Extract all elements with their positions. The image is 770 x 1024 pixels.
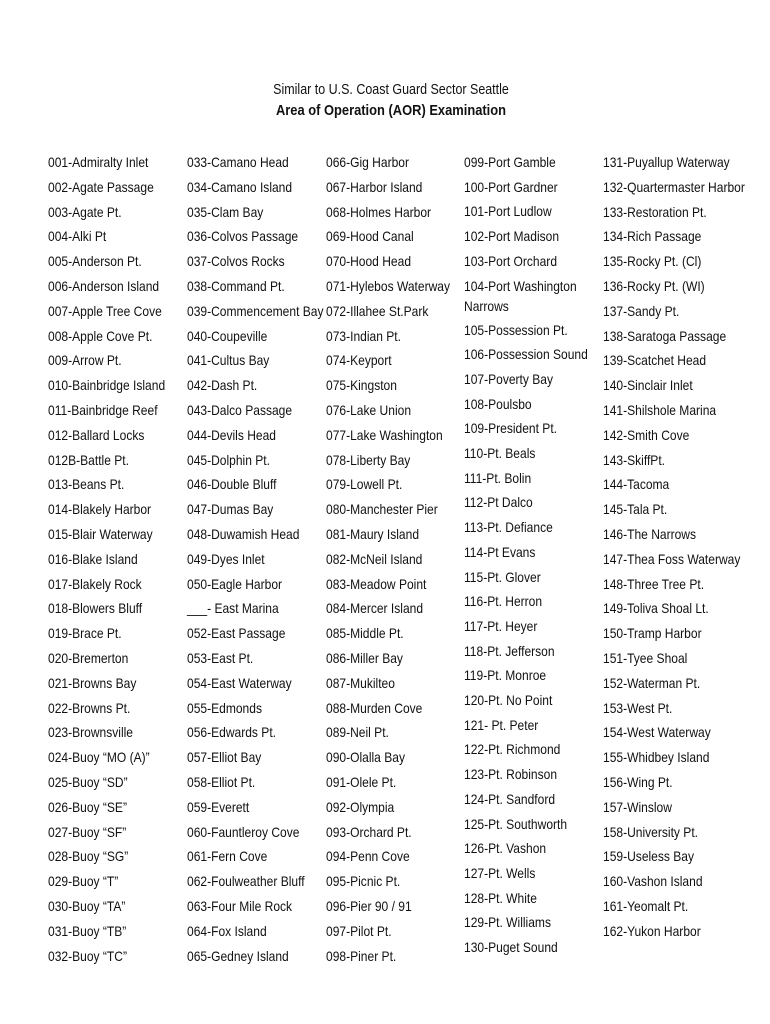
location-entry: 073-Indian Pt. <box>326 327 401 344</box>
location-entry: 155-Whidbey Island <box>603 749 710 766</box>
location-entry: 021-Browns Bay <box>48 674 137 691</box>
location-entry: 110-Pt. Beals <box>464 445 536 462</box>
location-entry: 128-Pt. White <box>464 889 537 906</box>
location-entry: 035-Clam Bay <box>187 203 264 220</box>
location-entry: 067-Harbor Island <box>326 178 423 195</box>
location-entry: 043-Dalco Passage <box>187 401 293 418</box>
location-entry: 117-Pt. Heyer <box>464 617 538 634</box>
location-entry: 115-Pt. Glover <box>464 568 541 585</box>
location-entry: 095-Picnic Pt. <box>326 873 401 890</box>
location-entry: 083-Meadow Point <box>326 575 427 592</box>
location-entry: 146-The Narrows <box>603 525 697 542</box>
location-entry: 104-Port Washington Narrows <box>464 277 577 314</box>
location-entry: 010-Bainbridge Island <box>48 377 166 394</box>
location-entry: 048-Duwamish Head <box>187 525 300 542</box>
location-entry: 148-Three Tree Pt. <box>603 575 705 592</box>
location-entry: 013-Beans Pt. <box>48 476 125 493</box>
location-entry: 109-President Pt. <box>464 420 558 437</box>
location-entry: 102-Port Madison <box>464 228 560 245</box>
location-entry: 077-Lake Washington <box>326 426 443 443</box>
location-entry: 098-Piner Pt. <box>326 947 397 964</box>
location-entry: 087-Mukilteo <box>326 674 395 691</box>
location-entry: 054-East Waterway <box>187 674 292 691</box>
location-entry: 058-Elliot Pt. <box>187 773 256 790</box>
location-entry: 018-Blowers Bluff <box>48 600 143 617</box>
location-entry: 127-Pt. Wells <box>464 864 536 881</box>
location-entry: 025-Buoy “SD” <box>48 773 128 790</box>
location-entry: 152-Waterman Pt. <box>603 674 701 691</box>
location-entry: 066-Gig Harbor <box>326 154 409 170</box>
location-entry: 024-Buoy “MO (A)” <box>48 749 150 766</box>
location-entry: 156-Wing Pt. <box>603 773 673 790</box>
location-entry: 078-Liberty Bay <box>326 451 411 468</box>
location-entry: 103-Port Orchard <box>464 252 558 269</box>
location-entry: 147-Thea Foss Waterway <box>603 550 741 567</box>
location-entry: 107-Poverty Bay <box>464 370 554 387</box>
location-entry: 141-Shilshole Marina <box>603 401 717 418</box>
location-entry: 088-Murden Cove <box>326 699 423 716</box>
location-entry: 057-Elliot Bay <box>187 749 262 766</box>
location-entry: 134-Rich Passage <box>603 228 702 245</box>
location-entry: 122-Pt. Richmond <box>464 741 561 758</box>
location-entry: 069-Hood Canal <box>326 228 414 245</box>
location-entry: 022-Browns Pt. <box>48 699 131 716</box>
location-entry: 032-Buoy “TC” <box>48 947 127 964</box>
location-entry: 113-Pt. Defiance <box>464 519 553 536</box>
location-entry: 019-Brace Pt. <box>48 625 122 642</box>
location-entry: 150-Tramp Harbor <box>603 625 702 642</box>
location-entry: 084-Mercer Island <box>326 600 424 617</box>
location-entry: 049-Dyes Inlet <box>187 550 265 567</box>
location-entry: 003-Agate Pt. <box>48 203 122 220</box>
location-entry: 072-Illahee St.Park <box>326 302 429 319</box>
location-entry: 012B-Battle Pt. <box>48 451 129 468</box>
location-entry: 130-Puget Sound <box>464 939 558 956</box>
location-entry: 137-Sandy Pt. <box>603 302 680 319</box>
location-entry: 092-Olympia <box>326 798 395 815</box>
location-entry: 085-Middle Pt. <box>326 625 404 642</box>
location-entry: 138-Saratoga Passage <box>603 327 727 344</box>
location-entry: 149-Toliva Shoal Lt. <box>603 600 709 617</box>
location-entry: 140-Sinclair Inlet <box>603 377 693 394</box>
location-entry: 052-East Passage <box>187 625 286 642</box>
location-entry: 133-Restoration Pt. <box>603 203 707 220</box>
location-entry: 026-Buoy “SE” <box>48 798 127 815</box>
location-entry: 082-McNeil Island <box>326 550 423 567</box>
document-subtitle: Similar to U.S. Coast Guard Sector Seattle <box>273 82 509 98</box>
location-entry: 090-Olalla Bay <box>326 749 405 766</box>
location-entry: 096-Pier 90 / 91 <box>326 897 412 914</box>
location-entry: 016-Blake Island <box>48 550 138 567</box>
location-entry: 012-Ballard Locks <box>48 426 145 443</box>
location-entry: 136-Rocky Pt. (WI) <box>603 277 705 294</box>
location-entry: 101-Port Ludlow <box>464 203 552 220</box>
location-column-3 <box>326 150 476 968</box>
location-entry: 030-Buoy “TA” <box>48 897 126 914</box>
location-column-2 <box>187 150 337 968</box>
location-column-4 <box>464 150 614 960</box>
location-entry: 065-Gedney Island <box>187 947 289 964</box>
location-entry: 151-Tyee Shoal <box>603 649 688 666</box>
location-entry: 160-Vashon Island <box>603 873 703 890</box>
location-entry: 009-Arrow Pt. <box>48 352 122 369</box>
location-entry: 131-Puyallup Waterway <box>603 154 730 170</box>
location-entry: 002-Agate Passage <box>48 178 154 195</box>
location-entry: 116-Pt. Herron <box>464 593 543 610</box>
location-entry: 008-Apple Cove Pt. <box>48 327 153 344</box>
location-entry: 020-Bremerton <box>48 649 129 666</box>
location-entry: 011-Bainbridge Reef <box>48 401 158 418</box>
location-entry: 145-Tala Pt. <box>603 501 668 518</box>
location-entry: 046-Double Bluff <box>187 476 277 493</box>
location-entry: 144-Tacoma <box>603 476 670 493</box>
location-entry: 119-Pt. Monroe <box>464 667 547 684</box>
location-entry: 100-Port Gardner <box>464 178 558 195</box>
location-entry: 050-Eagle Harbor <box>187 575 283 592</box>
location-entry: 031-Buoy “TB” <box>48 922 127 939</box>
location-entry: 142-Smith Cove <box>603 426 690 443</box>
location-entry: 129-Pt. Williams <box>464 914 551 931</box>
location-entry: 159-Useless Bay <box>603 848 695 865</box>
location-entry: 094-Penn Cove <box>326 848 410 865</box>
location-entry: 139-Scatchet Head <box>603 352 707 369</box>
location-entry: 042-Dash Pt. <box>187 377 258 394</box>
location-entry: 004-Alki Pt <box>48 228 107 245</box>
location-entry: 001-Admiralty Inlet <box>48 154 149 170</box>
location-entry: 061-Fern Cove <box>187 848 268 865</box>
location-entry: 014-Blakely Harbor <box>48 501 152 518</box>
location-entry: 034-Camano Island <box>187 178 293 195</box>
location-entry: 125-Pt. Southworth <box>464 815 568 832</box>
location-entry: 027-Buoy “SF” <box>48 823 127 840</box>
location-entry: 074-Keyport <box>326 352 392 369</box>
location-entry: 161-Yeomalt Pt. <box>603 897 689 914</box>
location-entry: 007-Apple Tree Cove <box>48 302 162 319</box>
location-column-5 <box>603 150 753 944</box>
location-entry: 041-Cultus Bay <box>187 352 270 369</box>
location-entry: 076-Lake Union <box>326 401 412 418</box>
location-entry: 097-Pilot Pt. <box>326 922 392 939</box>
location-entry: 006-Anderson Island <box>48 277 160 294</box>
location-entry: 120-Pt. No Point <box>464 692 553 709</box>
location-entry: 047-Dumas Bay <box>187 501 274 518</box>
location-entry: 005-Anderson Pt. <box>48 253 142 270</box>
location-entry: 039-Commencement Bay <box>187 302 324 319</box>
location-entry: 028-Buoy “SG” <box>48 848 129 865</box>
location-entry: 036-Colvos Passage <box>187 228 299 245</box>
location-entry: 023-Brownsville <box>48 724 133 741</box>
location-entry: 056-Edwards Pt. <box>187 724 277 741</box>
location-entry: 079-Lowell Pt. <box>326 476 403 493</box>
location-entry: 091-Olele Pt. <box>326 773 397 790</box>
location-entry: 070-Hood Head <box>326 253 412 270</box>
location-entry: 153-West Pt. <box>603 699 673 716</box>
location-entry: 015-Blair Waterway <box>48 525 153 542</box>
location-entry: 064-Fox Island <box>187 922 267 939</box>
location-entry: 108-Poulsbo <box>464 395 532 412</box>
location-entry: 040-Coupeville <box>187 327 268 344</box>
location-entry: 099-Port Gamble <box>464 154 556 170</box>
location-entry: 037-Colvos Rocks <box>187 253 285 270</box>
location-entry: 154-West Waterway <box>603 724 711 741</box>
document-header <box>0 80 770 122</box>
location-entry: 086-Miller Bay <box>326 649 403 666</box>
location-entry: 038-Command Pt. <box>187 277 285 294</box>
location-entry: 124-Pt. Sandford <box>464 790 556 807</box>
location-entry: 111-Pt. Bolin <box>464 469 532 486</box>
location-entry: 062-Foulweather Bluff <box>187 873 305 890</box>
location-entry: 158-University Pt. <box>603 823 699 840</box>
location-entry: 033-Camano Head <box>187 154 289 170</box>
location-entry: 118-Pt. Jefferson <box>464 642 555 659</box>
location-entry: 114-Pt Evans <box>464 543 536 560</box>
location-column-1 <box>48 150 198 968</box>
location-entry: 126-Pt. Vashon <box>464 840 547 857</box>
location-entry: 121- Pt. Peter <box>464 716 539 733</box>
location-entry: 157-Winslow <box>603 798 672 815</box>
location-entry: 080-Manchester Pier <box>326 501 438 518</box>
location-entry: 075-Kingston <box>326 377 397 394</box>
location-entry: 068-Holmes Harbor <box>326 203 432 220</box>
location-entry: ___- East Marina <box>187 600 279 617</box>
location-entry: 059-Everett <box>187 798 250 815</box>
location-entry: 081-Maury Island <box>326 525 420 542</box>
location-entry: 055-Edmonds <box>187 699 262 716</box>
document-title: Area of Operation (AOR) Examination <box>275 102 507 119</box>
location-entry: 060-Fauntleroy Cove <box>187 823 300 840</box>
location-entry: 045-Dolphin Pt. <box>187 451 271 468</box>
location-entry: 162-Yukon Harbor <box>603 922 701 939</box>
location-entry: 029-Buoy “T” <box>48 873 119 890</box>
location-entry: 143-SkiffPt. <box>603 451 666 468</box>
location-entry: 093-Orchard Pt. <box>326 823 412 840</box>
location-entry: 106-Possession Sound <box>464 346 588 363</box>
location-entry: 053-East Pt. <box>187 649 254 666</box>
location-entry: 123-Pt. Robinson <box>464 766 558 783</box>
location-entry: 135-Rocky Pt. (Cl) <box>603 253 702 270</box>
location-entry: 063-Four Mile Rock <box>187 897 293 914</box>
location-entry: 112-Pt Dalco <box>464 494 533 511</box>
location-entry: 017-Blakely Rock <box>48 575 142 592</box>
location-entry: 105-Possession Pt. <box>464 321 568 338</box>
location-entry: 071-Hylebos Waterway <box>326 277 451 294</box>
location-entry: 089-Neil Pt. <box>326 724 389 741</box>
location-entry: 132-Quartermaster Harbor <box>603 178 745 195</box>
location-entry: 044-Devils Head <box>187 426 277 443</box>
